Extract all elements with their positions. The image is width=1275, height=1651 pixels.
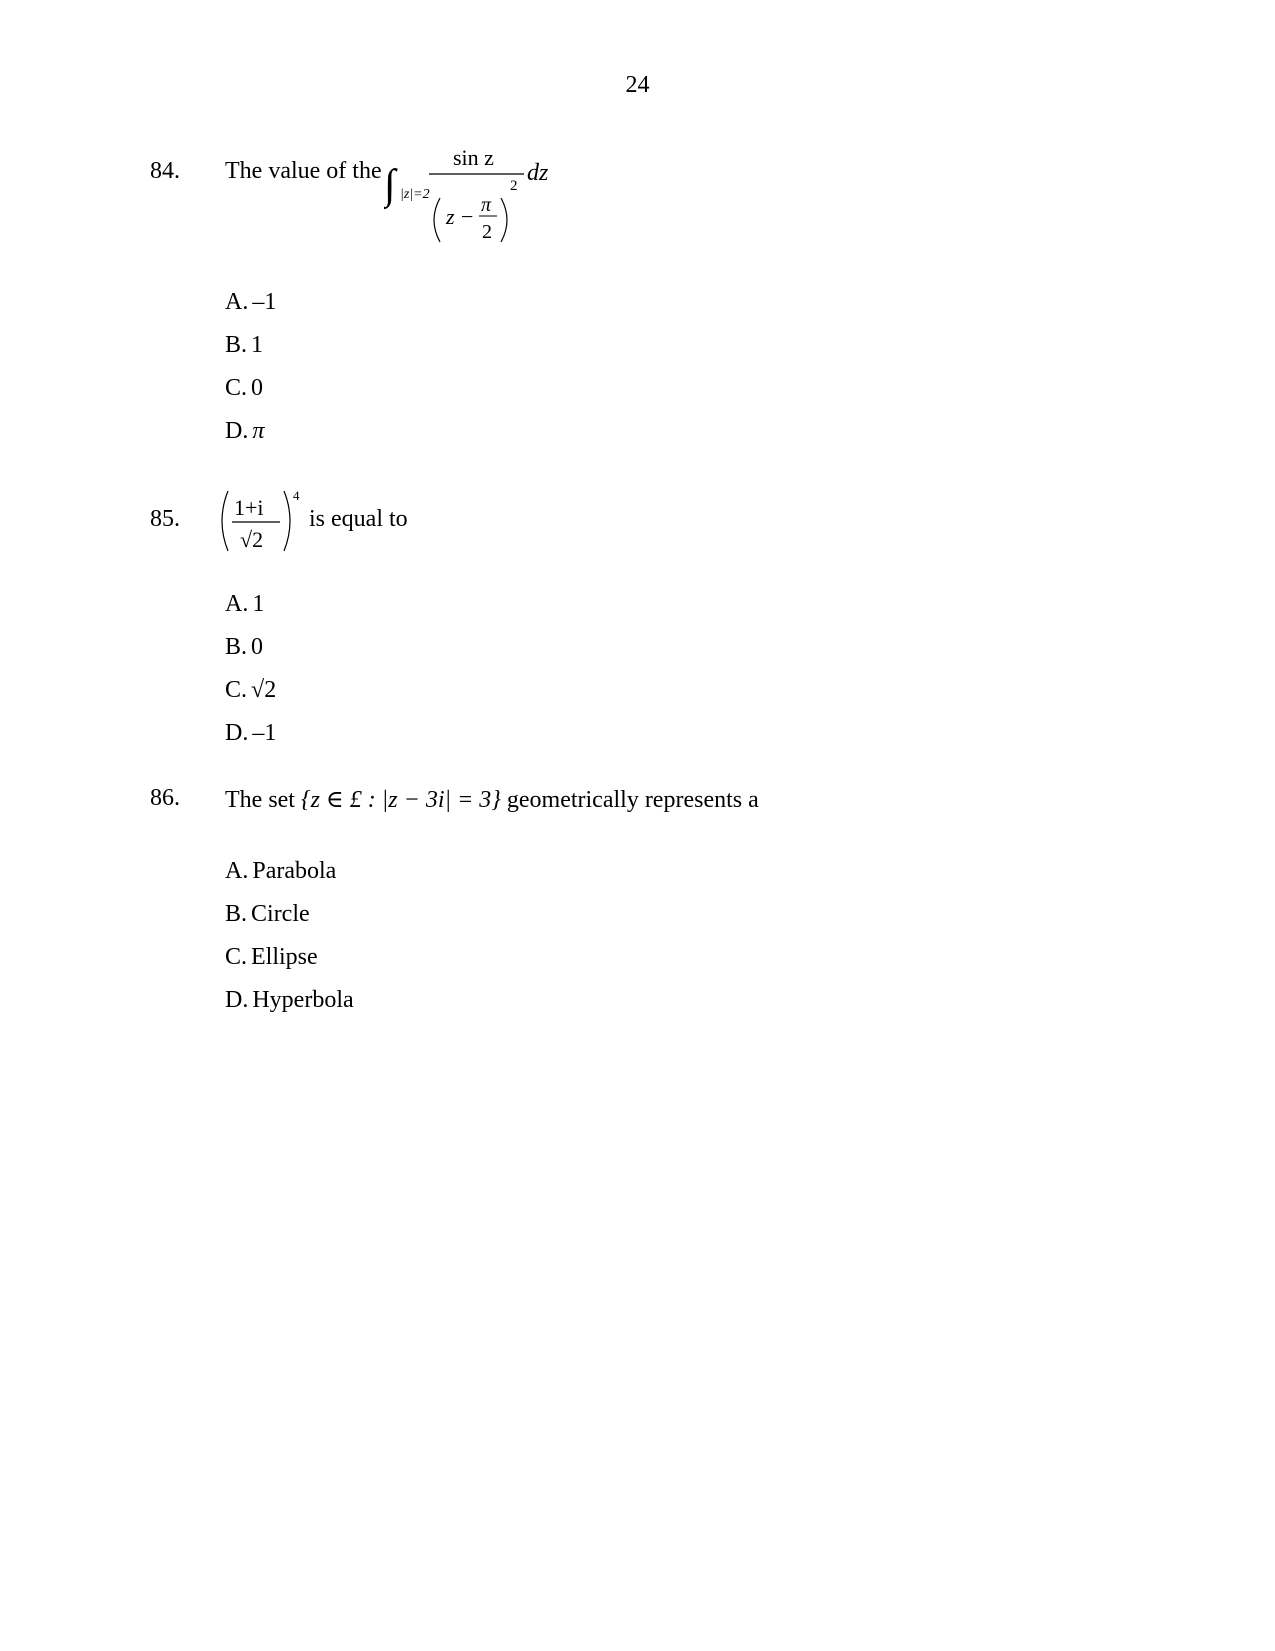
power-exponent: 4 xyxy=(293,488,300,503)
option-text: Circle xyxy=(251,901,310,927)
fraction-numerator: sin z xyxy=(453,145,494,170)
option-letter: D. xyxy=(225,987,249,1013)
denominator-pi: π xyxy=(481,194,492,216)
option-a[interactable] xyxy=(225,850,354,893)
option-letter: A. xyxy=(225,858,249,884)
option-text: √2 xyxy=(251,677,277,703)
option-b[interactable] xyxy=(225,893,354,936)
option-d[interactable] xyxy=(225,979,354,1022)
option-d[interactable] xyxy=(225,410,276,453)
option-letter: D. xyxy=(225,720,249,746)
stem-prefix: The set xyxy=(225,787,295,813)
denominator-operator: − xyxy=(461,204,474,229)
option-c[interactable] xyxy=(225,367,276,410)
option-text: Parabola xyxy=(252,858,337,884)
option-letter: A. xyxy=(225,591,249,617)
differential: dz xyxy=(527,160,549,186)
option-text: –1 xyxy=(252,289,277,315)
option-b[interactable] xyxy=(225,324,276,367)
option-text: 0 xyxy=(251,634,264,660)
question-number: 85. xyxy=(150,506,180,532)
option-text: 1 xyxy=(251,332,264,358)
options-list xyxy=(225,583,276,755)
question-stem: is equal to xyxy=(309,506,408,532)
option-text: –1 xyxy=(252,720,277,746)
complex-power-formula xyxy=(218,487,308,559)
options-list xyxy=(225,850,354,1022)
contour-subscript: |z|=2 xyxy=(400,187,430,202)
denominator-two: 2 xyxy=(482,221,492,243)
option-letter: C. xyxy=(225,677,248,703)
right-paren xyxy=(501,198,507,242)
option-letter: D. xyxy=(225,418,249,444)
integral-sign: ∫ xyxy=(384,162,396,208)
option-letter: B. xyxy=(225,332,248,358)
denominator-variable: z xyxy=(446,204,455,229)
denominator-exponent: 2 xyxy=(510,178,518,194)
left-paren xyxy=(434,198,440,242)
option-text: π xyxy=(252,418,265,444)
option-letter: C. xyxy=(225,375,248,401)
option-c[interactable] xyxy=(225,669,276,712)
option-text: Hyperbola xyxy=(252,987,354,1013)
question-number: 84. xyxy=(150,158,180,184)
set-expression: {z ∈ £ : |z − 3i| = 3} xyxy=(300,787,501,813)
option-a[interactable] xyxy=(225,281,276,324)
option-letter: A. xyxy=(225,289,249,315)
option-a[interactable] xyxy=(225,583,276,626)
option-letter: B. xyxy=(225,901,248,927)
contour-integral-formula xyxy=(384,140,584,255)
fraction-numerator: 1+i xyxy=(234,495,264,520)
question-number: 86. xyxy=(150,785,180,811)
option-text: 1 xyxy=(252,591,265,617)
stem-suffix: geometrically represents a xyxy=(506,787,759,813)
right-paren xyxy=(284,491,290,551)
fraction-denominator: √2 xyxy=(240,527,264,552)
option-letter: C. xyxy=(225,944,248,970)
left-paren xyxy=(222,491,228,551)
options-list xyxy=(225,281,276,453)
option-b[interactable] xyxy=(225,626,276,669)
option-c[interactable] xyxy=(225,936,354,979)
option-text: 0 xyxy=(251,375,264,401)
option-letter: B. xyxy=(225,634,248,660)
question-stem: The value of the xyxy=(225,158,382,184)
question-stem xyxy=(225,785,759,814)
page-number: 24 xyxy=(625,72,650,98)
option-text: Ellipse xyxy=(251,944,318,970)
option-d[interactable] xyxy=(225,712,276,755)
